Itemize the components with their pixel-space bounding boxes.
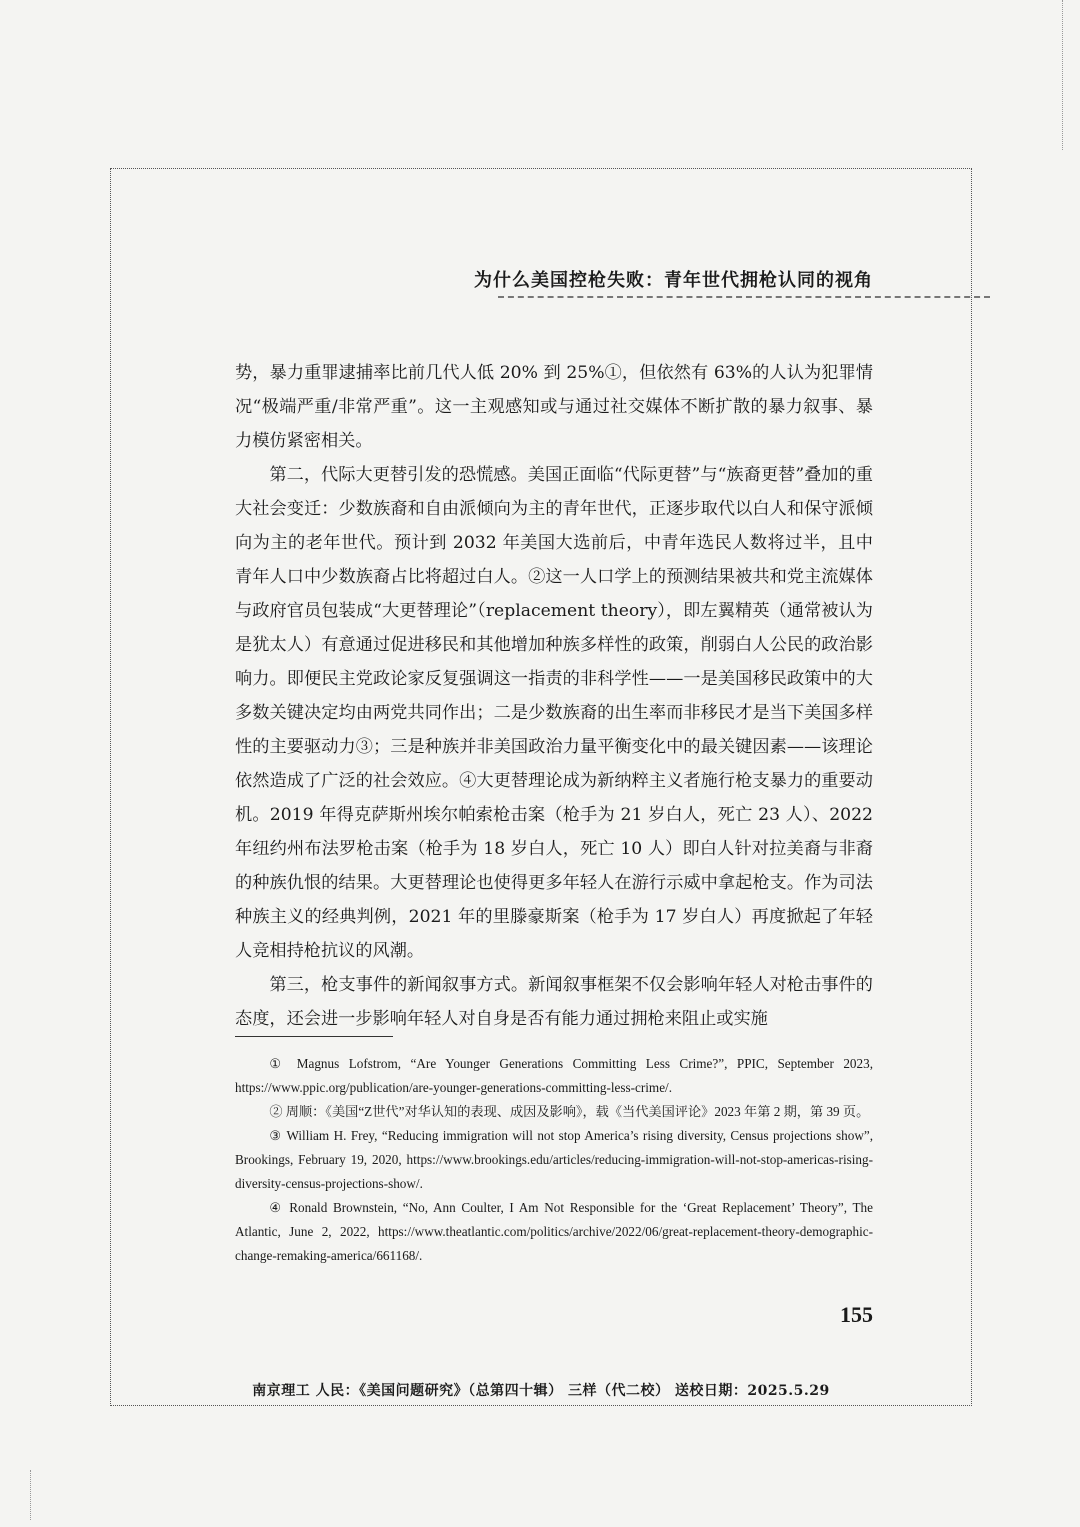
margin-mark-left [30,1470,32,1520]
footnote-4: ④ Ronald Brownstein, “No, Ann Coulter, I Am Not Responsible for the ‘Great Replacement’ Theory”, The Atlantic, June 2, 2022, https://www.theatlantic.com/politics/archive/2022/06/great-replacement-theory-demographic-change-remaking-america/661168/. [235,1200,873,1263]
page-number: 155 [840,1302,873,1327]
running-head-rule [498,296,990,298]
paragraph-2: 第二，代际大更替引发的恐慌感。美国正面临“代际更替”与“族裔更替”叠加的重大社会变迁：少数族裔和自由派倾向为主的青年世代，正逐步取代以白人和保守派倾向为主的老年世代。预计到 2032 年美国大选前后，中青年选民人数将过半，且中青年人口中少数族裔占比将超过白人。②这一人口学上的预测结果被共和党主流媒体与政府官员包装成“大更替理论”（replacement theory），即左翼精英（通常被认为是犹太人）有意通过促进移民和其他增加种族多样性的政策，削弱白人公民的政治影响力。即便民主党政论家反复强调这一指责的非科学性——一是美国移民政策中的大多数关键决定均由两党共同作出；二是少数族裔的出生率而非移民才是当下美国多样性的主要驱动力③；三是种族并非美国政治力量平衡变化中的最关键因素——该理论依然造成了广泛的社会效应。④大更替理论成为新纳粹主义者施行枪支暴力的重要动机。2019 年得克萨斯州埃尔帕索枪击案（枪手为 21 岁白人，死亡 23 人）、2022 年纽约州布法罗枪击案（枪手为 18 岁白人，死亡 10 人）即白人针对拉美裔与非裔的种族仇恨的结果。大更替理论也使得更多年轻人在游行示威中拿起枪支。作为司法种族主义的经典判例，2021 年的里滕豪斯案（枪手为 17 岁白人）再度掀起了年轻人竞相持枪抗议的风潮。 [235,465,873,961]
footnotes [235,1052,873,1268]
body-text [235,356,873,1036]
footnote-1: ① Magnus Lofstrom, “Are Younger Generations Committing Less Crime?”, PPIC, September 2023, https://www.ppic.org/publication/are-younger-generations-committing-less-crime/. [235,1056,873,1095]
margin-mark-right [1062,0,1064,150]
footnote-2: ② 周顺：《美国“Z世代”对华认知的表现、成因及影响》，载《当代美国评论》2023 年第 2 期，第 39 页。 [269,1104,870,1119]
running-head: 为什么美国控枪失败：青年世代拥枪认同的视角 [474,270,873,291]
paragraph-1: 势，暴力重罪逮捕率比前几代人低 20% 到 25%①，但依然有 63%的人认为犯罪情况“极端严重/非常严重”。这一主观感知或与通过社交媒体不断扩散的暴力叙事、暴力模仿紧密相关。 [235,363,873,451]
footnote-3: ③ William H. Frey, “Reducing immigration will not stop America’s rising diversity, Census projections show”, Brookings, February 19, 2020, https://www.brookings.edu/articles/reducing-immigration-will-not-stop-americas-rising-diversity-census-projections-show/. [235,1128,873,1191]
imprint-line: 南京理工 人民：《美国问题研究》（总第四十辑） 三样（代二校） 送校日期：2025.5.29 [252,1383,830,1399]
footnote-rule [235,1036,393,1037]
paragraph-3: 第三，枪支事件的新闻叙事方式。新闻叙事框架不仅会影响年轻人对枪击事件的态度，还会进一步影响年轻人对自身是否有能力通过拥枪来阻止或实施 [235,975,873,1029]
